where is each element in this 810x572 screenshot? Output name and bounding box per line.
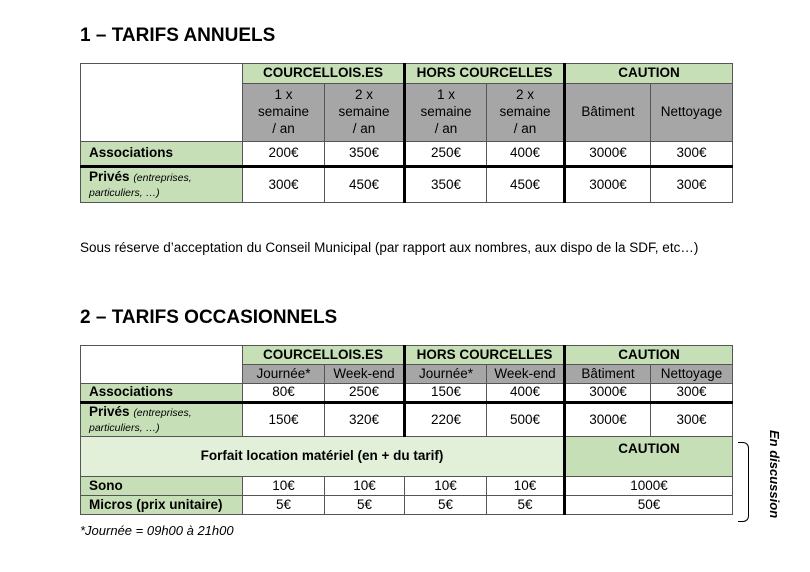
table-cell: 3000€ bbox=[565, 167, 651, 203]
table-cell: 320€ bbox=[325, 403, 405, 437]
table-cell: 10€ bbox=[487, 477, 565, 496]
row-label-associations: Associations bbox=[81, 384, 243, 403]
header-caution: CAUTION bbox=[565, 346, 733, 365]
table-cell: 250€ bbox=[325, 384, 405, 403]
row-label-sono: Sono bbox=[81, 477, 243, 496]
table-cell: 300€ bbox=[651, 167, 733, 203]
row-label-micros: Micros (prix unitaire) bbox=[81, 496, 243, 515]
subheader-1x-semaine: 1 x semaine / an bbox=[243, 84, 325, 142]
section2-title: 2 – TARIFS OCCASIONNELS bbox=[80, 307, 338, 328]
table-cell: 150€ bbox=[243, 403, 325, 437]
subheader-batiment: Bâtiment bbox=[565, 365, 651, 384]
discussion-bracket bbox=[738, 442, 749, 522]
table-cell: 400€ bbox=[487, 142, 565, 167]
table-cell: 5€ bbox=[243, 496, 325, 515]
subheader-2x-semaine: 2 x semaine / an bbox=[325, 84, 405, 142]
occasional-tariffs-table bbox=[80, 345, 733, 515]
table-cell: 500€ bbox=[487, 403, 565, 437]
conseil-note: Sous réserve d’acceptation du Conseil Municipal (par rapport aux nombres, aux dispo de la SDF, etc…) bbox=[80, 240, 699, 255]
table-cell: 220€ bbox=[405, 403, 487, 437]
table-cell: 3000€ bbox=[565, 384, 651, 403]
table-cell: 250€ bbox=[405, 142, 487, 167]
section1-title: 1 – TARIFS ANNUELS bbox=[80, 25, 276, 46]
subheader-nettoyage: Nettoyage bbox=[651, 365, 733, 384]
table-cell: 80€ bbox=[243, 384, 325, 403]
row-label-prives: Privés (entreprises, particuliers, …) bbox=[81, 403, 243, 437]
row-label-prives: Privés (entreprises, particuliers, …) bbox=[81, 167, 243, 203]
table-cell: 350€ bbox=[325, 142, 405, 167]
side-label-en-discussion: En discussion bbox=[767, 430, 782, 519]
table-cell: 200€ bbox=[243, 142, 325, 167]
forfait-caution-header: CAUTION bbox=[565, 437, 733, 477]
table-cell: 3000€ bbox=[565, 142, 651, 167]
annual-tariffs-table bbox=[80, 63, 733, 203]
row-label-associations: Associations bbox=[81, 142, 243, 167]
subheader-journee-hors: Journée* bbox=[405, 365, 487, 384]
table-cell: 10€ bbox=[405, 477, 487, 496]
subheader-batiment: Bâtiment bbox=[565, 84, 651, 142]
subheader-weekend-hors: Week-end bbox=[487, 365, 565, 384]
table-cell: 5€ bbox=[325, 496, 405, 515]
table-cell: 450€ bbox=[487, 167, 565, 203]
header-hors: HORS COURCELLES bbox=[405, 64, 565, 84]
header-courcellois: COURCELLOIS.ES bbox=[243, 346, 405, 365]
subheader-nettoyage: Nettoyage bbox=[651, 84, 733, 142]
header-caution: CAUTION bbox=[565, 64, 733, 84]
table-cell: 150€ bbox=[405, 384, 487, 403]
header-hors: HORS COURCELLES bbox=[405, 346, 565, 365]
corner-cell bbox=[81, 64, 243, 142]
table-cell: 10€ bbox=[243, 477, 325, 496]
table-cell: 1000€ bbox=[565, 477, 733, 496]
table-cell: 50€ bbox=[565, 496, 733, 515]
table-cell: 400€ bbox=[487, 384, 565, 403]
subheader-weekend: Week-end bbox=[325, 365, 405, 384]
table-cell: 300€ bbox=[651, 142, 733, 167]
table-cell: 450€ bbox=[325, 167, 405, 203]
table-cell: 10€ bbox=[325, 477, 405, 496]
footnote: *Journée = 09h00 à 21h00 bbox=[80, 523, 234, 538]
table-cell: 300€ bbox=[651, 403, 733, 437]
table-cell: 5€ bbox=[405, 496, 487, 515]
table-cell: 3000€ bbox=[565, 403, 651, 437]
subheader-2x-semaine-hors: 2 x semaine / an bbox=[487, 84, 565, 142]
forfait-label: Forfait location matériel (en + du tarif) bbox=[81, 437, 565, 477]
table-cell: 5€ bbox=[487, 496, 565, 515]
table-cell: 350€ bbox=[405, 167, 487, 203]
header-courcellois: COURCELLOIS.ES bbox=[243, 64, 405, 84]
corner-cell bbox=[81, 346, 243, 384]
subheader-journee: Journée* bbox=[243, 365, 325, 384]
table-cell: 300€ bbox=[651, 384, 733, 403]
subheader-1x-semaine-hors: 1 x semaine / an bbox=[405, 84, 487, 142]
table-cell: 300€ bbox=[243, 167, 325, 203]
